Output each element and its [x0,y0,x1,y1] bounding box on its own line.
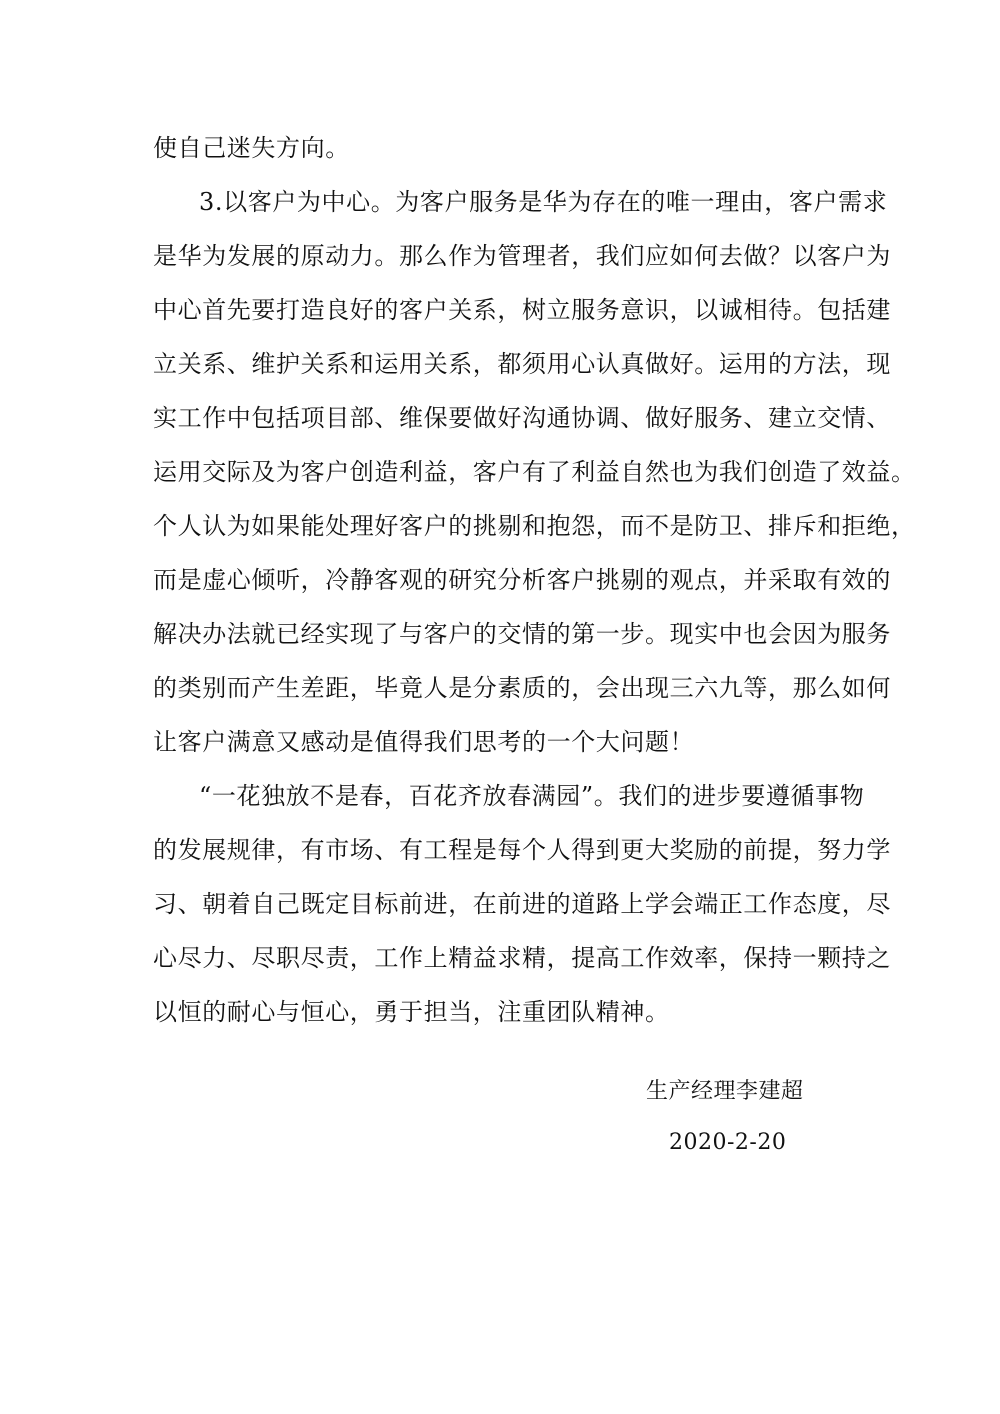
text-line: 以恒的耐心与恒心，勇于担当，注重团队精神。 [153,998,670,1026]
text-line: 的类别而产生差距，毕竟人是分素质的，会出现三六九等，那么如何 [153,674,891,702]
text-line: 让客户满意又感动是值得我们思考的一个大问题！ [153,728,695,756]
text-line: 而是虚心倾听，冷静客观的研究分析客户挑剔的观点，并采取有效的 [153,566,891,594]
text-line: 个人认为如果能处理好客户的挑剔和抱怨，而不是防卫、排斥和拒绝， [153,512,916,540]
text-line: 运用交际及为客户创造利益，客户有了利益自然也为我们创造了效益。 [153,458,916,486]
text-line: 是华为发展的原动力。那么作为管理者，我们应如何去做？以客户为 [153,242,891,270]
paragraph-start-line: “一花独放不是春，百花齐放春满园”。我们的进步要遵循事物 [199,782,865,810]
paragraph-start-line: 3.以客户为中心。为客户服务是华为存在的唯一理由，客户需求 [199,188,888,216]
text-line: 习、朝着自己既定目标前进，在前进的道路上学会端正工作态度，尽 [153,890,891,918]
text-line: 使自己迷失方向。 [153,134,350,162]
text-line: 解决办法就已经实现了与客户的交情的第一步。现实中也会因为服务 [153,620,891,648]
text-line: 实工作中包括项目部、维保要做好沟通协调、做好服务、建立交情、 [153,404,891,432]
text-line: 立关系、维护关系和运用关系，都须用心认真做好。运用的方法，现 [153,350,891,378]
text-line: 心尽力、尽职尽责，工作上精益求精，提高工作效率，保持一颗持之 [153,944,891,972]
signature-date: 2020-2-20 [669,1130,787,1155]
text-line: 中心首先要打造良好的客户关系，树立服务意识，以诚相待。包括建 [153,296,891,324]
signature-name: 生产经理李建超 [646,1079,804,1104]
text-line: 的发展规律，有市场、有工程是每个人得到更大奖励的前提，努力学 [153,836,891,864]
